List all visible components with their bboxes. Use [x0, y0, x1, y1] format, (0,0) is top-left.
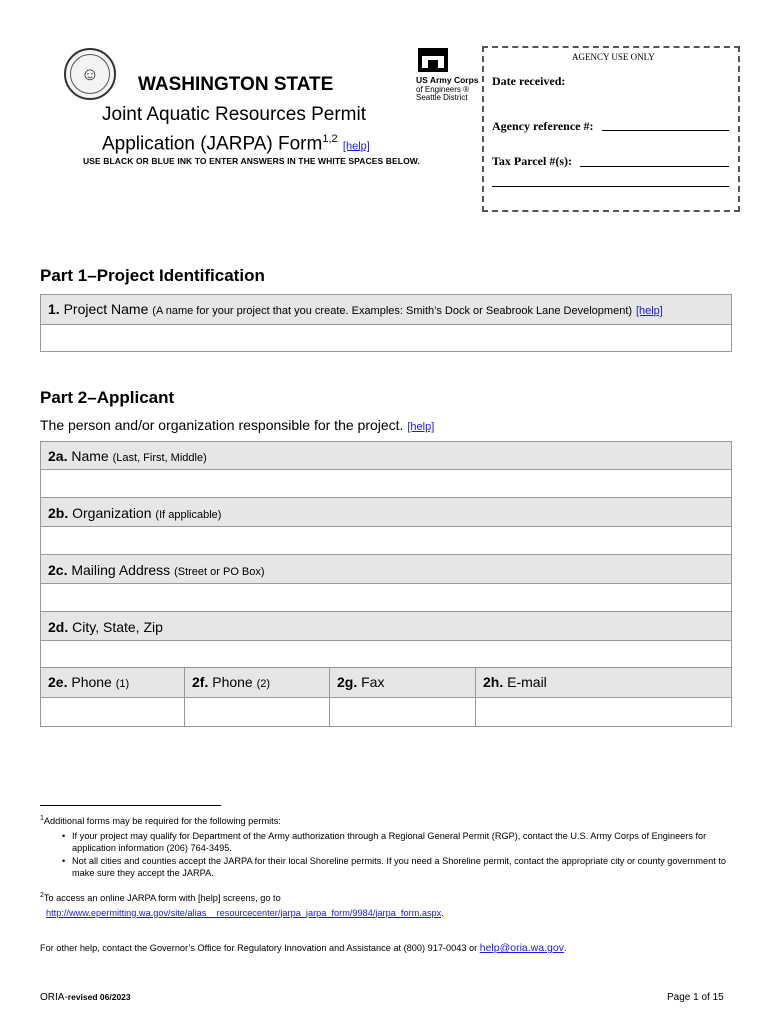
fax-label: Fax	[361, 674, 385, 690]
email-number: 2h.	[483, 674, 504, 690]
footnote-2-mark: 2	[40, 892, 44, 899]
revision-date: revised 06/2023	[67, 992, 131, 1002]
email-input[interactable]	[475, 697, 732, 727]
phone2-header	[184, 667, 330, 698]
organization-number: 2b.	[48, 505, 69, 521]
form-title-text: Application (JARPA) Form	[102, 133, 323, 155]
name-input[interactable]	[40, 469, 732, 498]
organization-label: Organization	[72, 505, 152, 521]
mailing-address-header	[40, 554, 732, 584]
organization-input[interactable]	[40, 526, 732, 555]
agency-use-title: AGENCY USE ONLY	[572, 52, 655, 62]
phone1-label: Phone	[71, 674, 112, 690]
project-name-header	[40, 294, 732, 325]
seal-portrait-icon: ☺	[70, 54, 110, 94]
fax-input[interactable]	[329, 697, 476, 727]
footnote-1-text: Additional forms may be required for the following permits:	[43, 816, 281, 827]
phone2-input[interactable]	[184, 697, 330, 727]
phone1-header	[40, 667, 185, 698]
organization-hint: (If applicable)	[155, 509, 222, 521]
usace-castle-icon	[418, 48, 448, 72]
city-state-zip-number: 2d.	[48, 619, 69, 635]
project-name-number: 1.	[48, 301, 60, 317]
other-help: For other help, contact the Governor’s Office for Regulatory Innovation and Assistance at (800) 917-0043 or help@oria.wa.gov.	[40, 942, 567, 954]
usace-line3: Seattle District	[416, 93, 468, 102]
mailing-address-hint: (Street or PO Box)	[174, 566, 265, 578]
fax-header	[329, 667, 476, 698]
phone2-label: Phone	[212, 674, 253, 690]
city-state-zip-header	[40, 611, 732, 641]
part2-intro	[40, 417, 434, 433]
project-name-help-link[interactable]: [help]	[635, 305, 663, 317]
revision-prefix: ORIA-	[40, 992, 68, 1003]
footnote-1-bullet-1: • If your project may qualify for Department of the Army authorization through a Regional General Permit (RGP), contact the U.S. Army Corps of Engineers for application information (206) 764-3495.	[60, 830, 730, 855]
revision-note	[40, 992, 131, 1003]
organization-header	[40, 497, 732, 527]
tax-parcel-field[interactable]	[580, 166, 729, 167]
phone1-number: 2e.	[48, 674, 68, 690]
footnote-1-mark: 1	[40, 815, 44, 822]
footnote-1-bullet-2: • Not all cities and counties accept the JARPA for their local Shoreline permits. If you need a Shoreline permit, contact the appropriate city or county government to make sure they accept the JARPA.	[60, 855, 730, 880]
part2-heading: Part 2–Applicant	[40, 388, 175, 407]
form-title-line2	[102, 127, 370, 159]
project-name-input[interactable]	[40, 324, 732, 352]
footnote-2: $^2$To access an online JARPA form with [help] screens, go to http://www.epermitting.wa.gov/site/alias__resourcecenter/jarpa_jarpa_form/9984/jarpa_form.aspx.	[40, 892, 444, 918]
city-state-zip-input[interactable]	[40, 640, 732, 668]
phone2-hint: (2)	[256, 678, 271, 690]
name-header	[40, 441, 732, 470]
project-name-hint: (A name for your project that you create. Examples: Smith’s Dock or Seabrook Lane Development)	[152, 305, 633, 317]
form-title	[102, 102, 370, 159]
footnote-1-list	[60, 830, 730, 880]
tax-parcel-label: Tax Parcel #(s):	[492, 154, 572, 168]
part1-heading: Part 1–Project Identification	[40, 266, 265, 285]
name-number: 2a.	[48, 448, 68, 464]
part2-help-link[interactable]: [help]	[407, 421, 435, 433]
name-label: Name	[71, 448, 109, 464]
email-header	[475, 667, 732, 698]
form-title-footnote-ref: 1,2	[322, 133, 338, 145]
form-title-help-link[interactable]: [help]	[342, 140, 370, 153]
tax-parcel-field-2[interactable]	[492, 186, 729, 187]
mailing-address-label: Mailing Address	[71, 562, 171, 578]
phone1-hint: (1)	[115, 678, 130, 690]
name-hint: (Last, First, Middle)	[112, 452, 207, 464]
help-email-link[interactable]: help@oria.wa.gov	[479, 942, 564, 954]
project-name-label: Project Name	[63, 301, 149, 317]
form-title-line1: Joint Aquatic Resources Permit	[102, 104, 367, 125]
usace-logo-text	[416, 76, 479, 103]
phone1-input[interactable]	[40, 697, 185, 727]
usace-line2: of Engineers ®	[416, 84, 470, 94]
state-title: WASHINGTON STATE	[138, 74, 334, 95]
footnote-2-text: To access an online JARPA form with [help] screens, go to	[43, 893, 281, 904]
agency-reference-label: Agency reference #:	[492, 119, 594, 133]
phone2-number: 2f.	[192, 674, 209, 690]
footnote-divider	[40, 805, 221, 806]
fax-number: 2g.	[337, 674, 358, 690]
washington-state-seal	[64, 48, 116, 100]
agency-reference-field[interactable]	[602, 130, 729, 131]
email-label: E-mail	[507, 674, 547, 690]
footnote-1	[40, 813, 730, 880]
city-state-zip-label: City, State, Zip	[72, 619, 163, 635]
usace-line1: US Army Corps	[416, 75, 479, 85]
part2-intro-text: The person and/or organization responsible for the project.	[40, 417, 404, 433]
mailing-address-input[interactable]	[40, 583, 732, 612]
other-help-text: For other help, contact the Governor’s Office for Regulatory Innovation and Assistance at (800) 917-0043 or	[40, 943, 478, 953]
ink-instruction: USE BLACK OR BLUE INK TO ENTER ANSWERS IN THE WHITE SPACES BELOW.	[83, 156, 420, 166]
page-number: Page 1 of 15	[667, 992, 724, 1003]
mailing-address-number: 2c.	[48, 562, 68, 578]
date-received-label: Date received:	[492, 74, 566, 88]
jarpa-form-url-link[interactable]: http://www.epermitting.wa.gov/site/alias__resourcecenter/jarpa_jarpa_form/9984/jarpa_form.aspx	[46, 907, 442, 918]
